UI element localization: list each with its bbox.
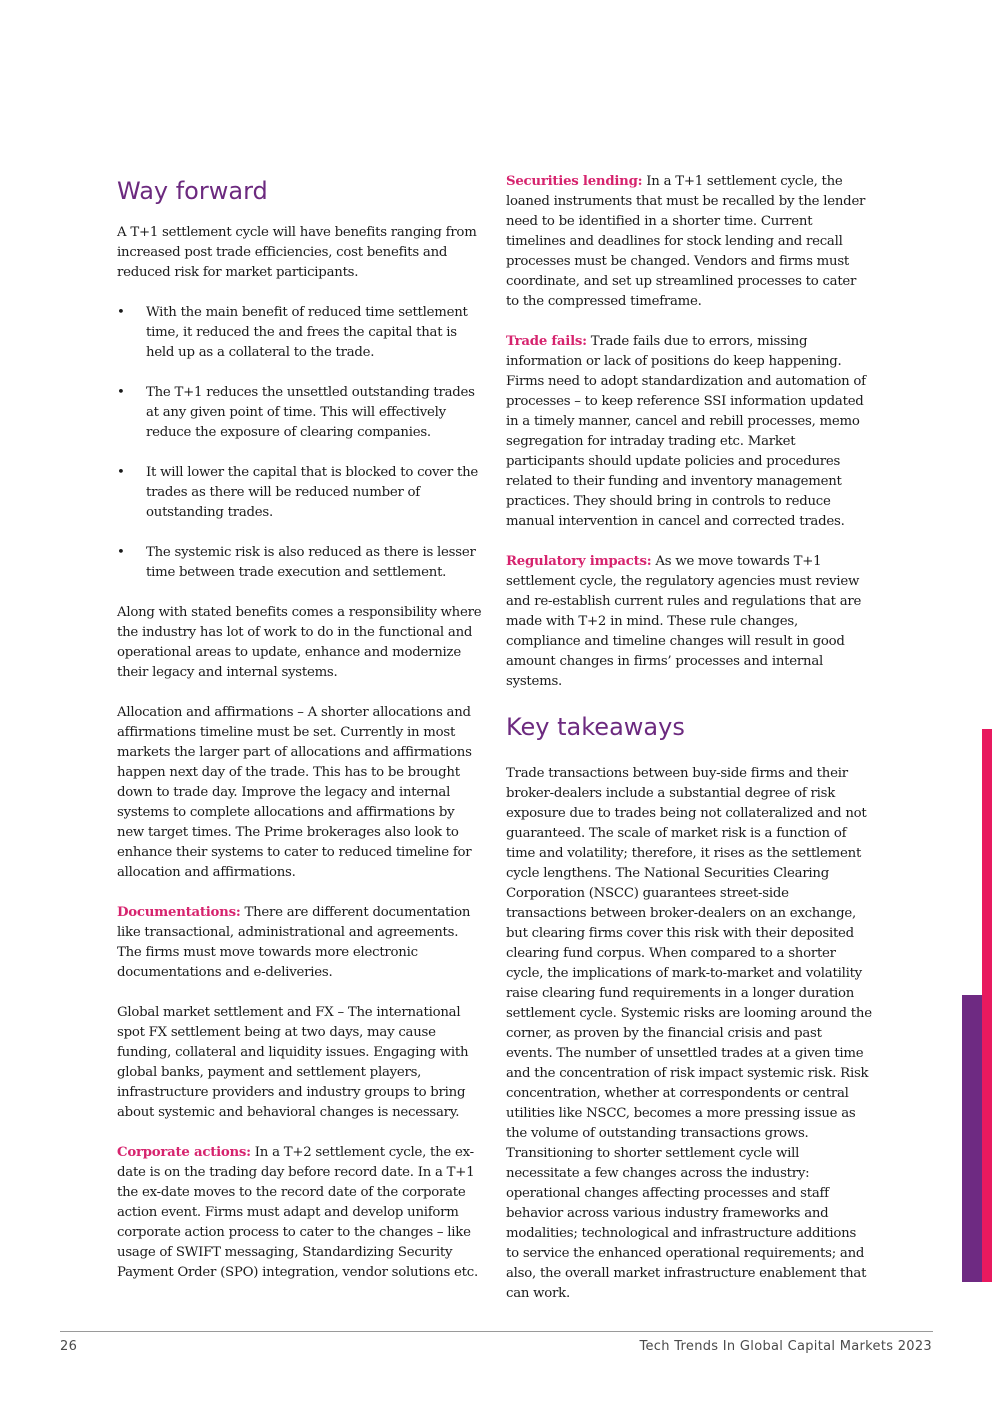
allocation-paragraph: Allocation and affirmations – A shorter allocations and affirmations timeline must be set. Currently in most markets the larger part of allocations and affirmations happen next day of the trade. This has to be brought down to trade day. Improve the legacy and internal systems to complete allocations and affirmations by new target times. The Prime brokerages also look to enhance their systems to cater to reduced timeline for allocation and affirmations. [117,705,472,880]
benefits-responsibility-paragraph: Along with stated benefits comes a responsibility where the industry has lot of work to do in the functional and operational areas to update, enhance and modernize their legacy and internal systems. [117,605,482,680]
list-item: • With the main benefit of reduced time settlement time, it reduced the and frees the capital that is held up as a collateral to the trade. [117,305,468,360]
bullet-icon: • [117,305,125,320]
list-item: • It will lower the capital that is blocked to cover the trades as there will be reduced number of outstanding trades. [117,465,479,520]
list-item: • The systemic risk is also reduced as there is lesser time between trade execution and settlement. [117,545,476,580]
right-column [506,172,872,1324]
bullet-icon: • [117,465,125,480]
bullet-icon: • [117,545,125,560]
footer-divider [60,1331,933,1332]
documentations-label: Documentations: [117,905,241,920]
page-number: 26 [60,1339,78,1354]
trade-fails-label: Trade fails: [506,334,587,349]
decorative-pink-bar [982,729,992,1282]
intro-paragraph: A T+1 settlement cycle will have benefits ranging from increased post trade efficiencies, cost benefits and reduced risk for market participants. [117,225,477,280]
way-forward-heading: Way forward [117,177,268,205]
corporate-actions-paragraph: Corporate actions: In a T+2 settlement cycle, the ex-date is on the trading day before record date. In a T+1 the ex-date moves to the record date of the corporate action event. Firms must adapt and develop uniform corporate action process to cater to the changes – like usage of SWIFT messaging, Standardizing Security Payment Order (SPO) integration, vendor solutions etc. [117,1145,478,1280]
decorative-purple-bar [962,995,982,1282]
documentations-paragraph: Documentations: There are different documentation like transactional, administrational and agreements. The firms must move towards more electronic documentations and e-deliveries. [117,905,471,980]
key-takeaways-heading: Key takeaways [506,713,685,741]
regulatory-impacts-label: Regulatory impacts: [506,554,652,569]
trade-fails-paragraph: Trade fails: Trade fails due to errors, missing information or lack of positions do keep happening. Firms need to adopt standardization and automation of processes – to keep reference SSI information updated in a timely manner, cancel and rebill processes, memo segregation for intraday trading etc. Market participants should update policies and procedures related to their funding and inventory management practices. They should bring in controls to reduce manual intervention in cancel and corrected trades. [506,334,866,529]
securities-lending-paragraph: Securities lending: In a T+1 settlement cycle, the loaned instruments that must be recalled by the lender need to be identified in a shorter time. Current timelines and deadlines for stock lending and recall processes must be changed. Vendors and firms must coordinate, and set up streamlined processes to cater to the compressed timeframe. [506,174,866,309]
list-item: • The T+1 reduces the unsettled outstanding trades at any given point of time. This will effectively reduce the exposure of clearing companies. [117,385,475,440]
left-column [117,172,485,1303]
benefits-list [117,303,485,583]
corporate-actions-label: Corporate actions: [117,1145,251,1160]
securities-lending-label: Securities lending: [506,174,643,189]
global-market-paragraph: Global market settlement and FX – The international spot FX settlement being at two days, may cause funding, collateral and liquidity issues. Engaging with global banks, payment and settlement players, infrastructure providers and industry groups to bring about systemic and behavioral changes is necessary. [117,1005,469,1120]
bullet-icon: • [117,385,125,400]
regulatory-impacts-paragraph: Regulatory impacts: As we move towards T+1 settlement cycle, the regulatory agencies must review and re-establish current rules and regulations that are made with T+2 in mind. These rule changes, compliance and timeline changes will result in good amount changes in firms’ processes and internal systems. [506,554,862,689]
key-takeaways-paragraph: Trade transactions between buy-side firms and their broker-dealers include a substantial degree of risk exposure due to trades being not collateralized and not guaranteed. The scale of market risk is a function of time and volatility; therefore, it rises as the settlement cycle lengthens. The National Securities Clearing Corporation (NSCC) guarantees street-side transactions between broker-dealers on an exchange, but clearing firms cover this risk with their deposited clearing fund corpus. When compared to a shorter cycle, the implications of mark-to-market and volatility raise clearing fund requirements in a longer duration settlement cycle. Systemic risks are looming around the corner, as proven by the financial crisis and past events. The number of unsettled trades at a given time and the concentration of risk impact systemic risk. Risk concentration, whether at correspondents or central utilities like NSCC, becomes a more pressing issue as the volume of outstanding transactions grows. Transitioning to shorter settlement cycle will necessitate a few changes across the industry: operational changes affecting processes and staff behavior across various industry frameworks and modalities; technological and infrastructure additions to service the enhanced operational requirements; and also, the overall market infrastructure enablement that can work. [506,766,872,1301]
footer-publication-title: Tech Trends In Global Capital Markets 2023 [639,1339,932,1354]
